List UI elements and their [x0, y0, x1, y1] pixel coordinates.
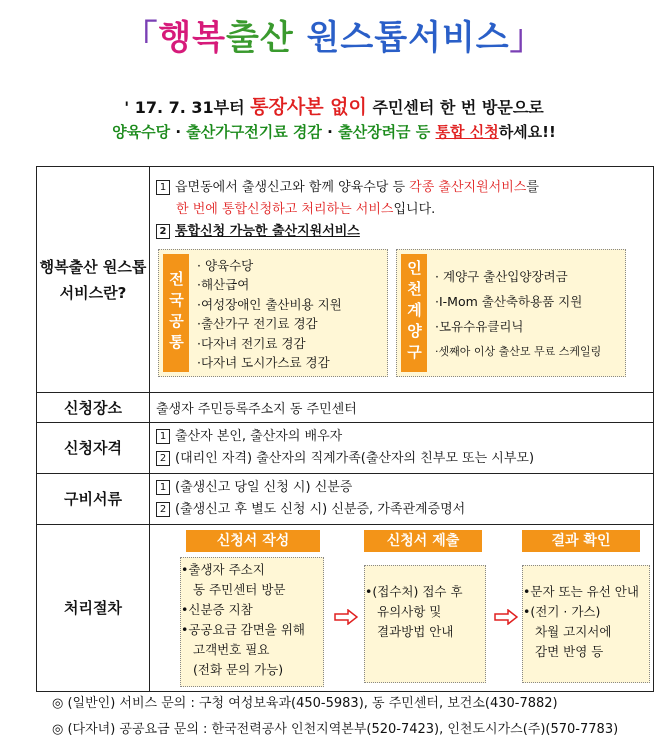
- list-item: ·여성장애인 출산비용 지원: [197, 296, 342, 312]
- service-boxes: [156, 245, 647, 383]
- row-documents: [37, 474, 654, 525]
- label-documents: 구비서류: [37, 474, 150, 525]
- row-eligibility: [37, 423, 654, 474]
- list-item: · 계양구 출산입양장려금: [435, 268, 568, 284]
- documents-text-1: (출생신고 당일 신청 시) 신분증: [175, 480, 353, 495]
- service-item-1-text: 읍면동에서 출생신고와 함께 양육수당 등: [175, 179, 406, 195]
- footer-line-2: ◎ (다자녀) 공공요금 문의 : 한국전력공사 인천지역본부(520-7423), 인천도시가스(주)(570-7783): [52, 722, 619, 737]
- step1-line: 동 주민센터 방문: [193, 582, 286, 597]
- content-service: [150, 167, 654, 393]
- step3-box: [522, 565, 650, 683]
- incheon-list: [435, 264, 601, 364]
- list-item: ·셋째아 이상 출산모 무료 스케일링: [435, 344, 602, 358]
- label-eligibility: 신청자격: [37, 423, 150, 474]
- service-item-1-cont: [156, 199, 647, 221]
- headline-rest: 주민센터 한 번 방문으로: [372, 98, 544, 117]
- incheon-label: 인천계양구: [401, 254, 427, 372]
- step1-box: [180, 557, 324, 687]
- headline2-e: 하세요!!: [498, 123, 556, 141]
- content-place: 출생자 주민등록주소지 동 주민센터: [150, 393, 654, 423]
- service-item-2-text: 통합신청 가능한 출산지원서비스: [175, 223, 360, 239]
- service-item-1-highlight2: 한 번에 통합신청하고 처리하는 서비스: [176, 201, 394, 217]
- step3-line: 감면 반영 등: [535, 644, 604, 659]
- label-service: 행복출산 원스톱 서비스란?: [37, 167, 150, 393]
- service-item-1: [156, 177, 647, 199]
- content-documents: [150, 474, 654, 525]
- headline2-sep1: ·: [175, 123, 182, 141]
- headline-date: ' 17. 7. 31부터: [124, 98, 245, 117]
- list-item: ·출산가구 전기료 경감: [197, 316, 318, 331]
- list-item: ·다자녀 도시가스료 경감: [197, 355, 330, 370]
- headline-1: [0, 92, 668, 119]
- headline2-d: 통합 신청: [435, 123, 499, 141]
- step3-line: 차월 고지서에: [535, 624, 612, 639]
- number-badge: 2: [156, 502, 170, 517]
- documents-line-2: [156, 499, 647, 521]
- headline2-b: 출산가구전기료 경감: [186, 123, 322, 141]
- service-item-1-suffix: 를: [526, 179, 539, 195]
- service-item-1-highlight: 각종 출산지원서비스: [409, 179, 527, 195]
- number-badge: 2: [156, 224, 170, 239]
- list-item: ·해산급여: [197, 277, 250, 292]
- step1-line: •신분증 지참: [181, 602, 253, 617]
- step1-line: •출생자 주소지: [181, 562, 265, 577]
- step2-title: 신청서 제출: [364, 530, 482, 552]
- row-place: [37, 393, 654, 423]
- eligibility-text-2: (대리인 자격) 출산자의 직계가족(출산자의 친부모 또는 시부모): [175, 451, 535, 466]
- number-badge: 1: [156, 180, 170, 195]
- title-word-happiness: 행복: [158, 18, 227, 58]
- number-badge: 1: [156, 429, 170, 444]
- title-bracket-open: 「: [123, 18, 159, 58]
- service-item-2: [156, 221, 647, 243]
- arrow-right-icon: [334, 609, 358, 625]
- eligibility-line-1: [156, 426, 647, 448]
- footer-line-1: ◎ (일반인) 서비스 문의 : 구청 여성보육과(450-5983), 동 주민센터, 보건소(430-7882): [52, 696, 558, 711]
- label-place: 신청장소: [37, 393, 150, 423]
- step3-line: •문자 또는 유선 안내: [523, 584, 639, 599]
- content-eligibility: [150, 423, 654, 474]
- headline2-c: 출산장려금 등: [338, 123, 431, 141]
- arrow-right-icon: [494, 609, 518, 625]
- info-table: [36, 166, 654, 692]
- title-word-birth: 출산: [226, 18, 294, 58]
- step1-line: (전화 문의 가능): [193, 662, 284, 677]
- number-badge: 2: [156, 451, 170, 466]
- nationwide-box: [158, 249, 388, 377]
- incheon-box: [396, 249, 626, 377]
- step1-line: 고객번호 필요: [193, 642, 270, 657]
- step2-box: [364, 565, 486, 683]
- step1-title: 신청서 작성: [186, 530, 320, 552]
- number-badge: 1: [156, 480, 170, 495]
- page-title: [0, 10, 668, 59]
- documents-line-1: [156, 477, 647, 499]
- step2-line: 결과방법 안내: [377, 624, 454, 639]
- list-item: ·I-Mom 출산축하용품 지원: [435, 293, 583, 309]
- documents-text-2: (출생신고 후 별도 신청 시) 신분증, 가족관계증명서: [175, 502, 466, 517]
- title-bracket-close: 」: [509, 18, 545, 58]
- list-item: · 양육수당: [197, 257, 254, 273]
- headline-2: [0, 121, 668, 142]
- step1-line: •공공요금 감면을 위해: [181, 622, 305, 637]
- row-procedure: [37, 525, 654, 692]
- step2-line: •(접수처) 접수 후: [365, 584, 463, 599]
- list-item: ·다자녀 전기료 경감: [197, 335, 306, 351]
- row-service: [37, 167, 654, 393]
- label-procedure: 처리절차: [37, 525, 150, 692]
- procedure-flow: [150, 525, 653, 691]
- headline2-sep2: ·: [327, 123, 333, 141]
- headline-emphasis: 통장사본 없이: [250, 96, 367, 118]
- nationwide-list: [197, 256, 342, 373]
- step3-title: 결과 확인: [522, 530, 640, 552]
- headline2-a: 양육수당: [112, 123, 171, 141]
- step2-line: 유의사항 및: [377, 604, 442, 619]
- eligibility-line-2: [156, 448, 647, 470]
- content-procedure: [150, 525, 654, 692]
- title-word-onestop: 원스톱서비스: [306, 18, 510, 58]
- nationwide-label: 전국공통: [163, 254, 189, 372]
- service-item-1-end: 입니다.: [393, 201, 436, 217]
- list-item: ·모유수유클리닉: [435, 318, 524, 334]
- eligibility-text-1: 출산자 본인, 출산자의 배우자: [175, 429, 343, 444]
- step3-line: •(전기 · 가스): [523, 604, 601, 619]
